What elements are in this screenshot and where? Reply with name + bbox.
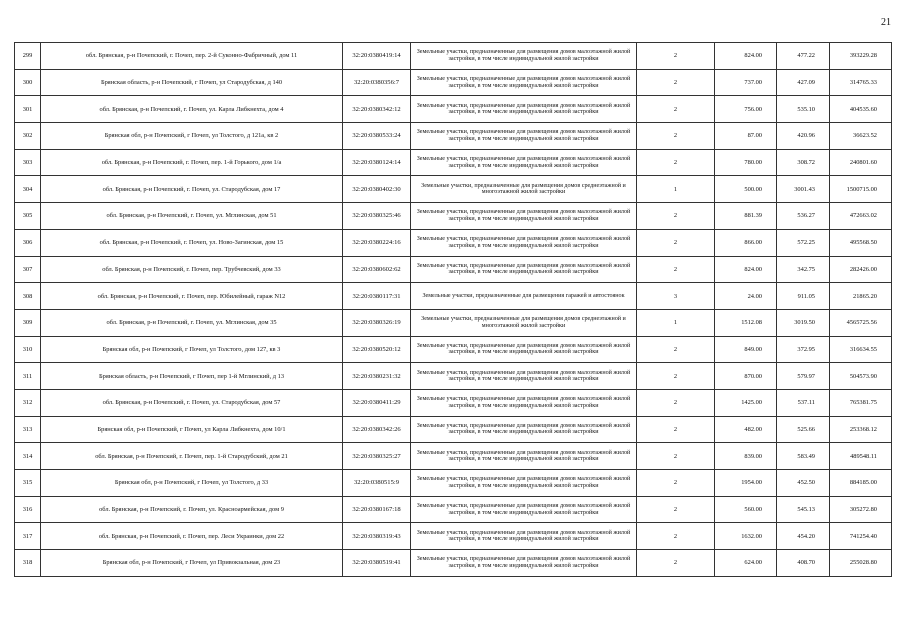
unit-value-cell: 525.66 bbox=[777, 416, 830, 443]
group-cell: 2 bbox=[637, 496, 715, 523]
group-cell: 2 bbox=[637, 203, 715, 230]
cadastral-number-cell: 32:20:0380325:46 bbox=[343, 203, 411, 230]
address-cell: Брянская область, р-н Почепский, г Почеп, пер 1-й Мглинский, д 13 bbox=[41, 363, 343, 390]
cadastral-value-cell: 741254.40 bbox=[830, 523, 892, 550]
area-cell: 866.00 bbox=[715, 229, 777, 256]
row-number: 305 bbox=[15, 203, 41, 230]
table-row bbox=[15, 363, 892, 390]
cadastral-value-cell: 21865.20 bbox=[830, 283, 892, 310]
unit-value-cell: 452.50 bbox=[777, 470, 830, 497]
land-use-cell: Земельные участки, предназначенные для размещения домов малоэтажной жилой застройки, в том числе индивидуальной жилой застройки bbox=[411, 416, 637, 443]
cadastral-value-cell: 472663.02 bbox=[830, 203, 892, 230]
cadastral-number-cell: 32:20:0380411:29 bbox=[343, 389, 411, 416]
cadastral-number-cell: 32:20:0380419:14 bbox=[343, 43, 411, 70]
land-use-cell: Земельные участки, предназначенные для размещения домов малоэтажной жилой застройки, в том числе индивидуальной жилой застройки bbox=[411, 496, 637, 523]
land-use-cell: Земельные участки, предназначенные для размещения домов малоэтажной жилой застройки, в том числе индивидуальной жилой застройки bbox=[411, 203, 637, 230]
area-cell: 881.39 bbox=[715, 203, 777, 230]
cadastral-number-cell: 32:20:0380520:12 bbox=[343, 336, 411, 363]
unit-value-cell: 535.10 bbox=[777, 96, 830, 123]
cadastral-value-cell: 36623.52 bbox=[830, 123, 892, 150]
row-number: 317 bbox=[15, 523, 41, 550]
group-cell: 2 bbox=[637, 523, 715, 550]
land-use-cell: Земельные участки, предназначенные для размещения домов малоэтажной жилой застройки, в том числе индивидуальной жилой застройки bbox=[411, 256, 637, 283]
land-use-cell: Земельные участки, предназначенные для размещения домов малоэтажной жилой застройки, в том числе индивидуальной жилой застройки bbox=[411, 470, 637, 497]
land-plots-table bbox=[14, 42, 892, 577]
unit-value-cell: 572.25 bbox=[777, 229, 830, 256]
table-row bbox=[15, 470, 892, 497]
cadastral-number-cell: 32:20:0380342:12 bbox=[343, 96, 411, 123]
unit-value-cell: 308.72 bbox=[777, 149, 830, 176]
area-cell: 824.00 bbox=[715, 43, 777, 70]
area-cell: 824.00 bbox=[715, 256, 777, 283]
land-use-cell: Земельные участки, предназначенные для размещения домов малоэтажной жилой застройки, в том числе индивидуальной жилой застройки bbox=[411, 550, 637, 577]
land-use-cell: Земельные участки, предназначенные для размещения домов малоэтажной жилой застройки, в том числе индивидуальной жилой застройки bbox=[411, 363, 637, 390]
table-row bbox=[15, 443, 892, 470]
area-cell: 870.00 bbox=[715, 363, 777, 390]
cadastral-number-cell: 32:20:0380124:14 bbox=[343, 149, 411, 176]
cadastral-number-cell: 32:20:0380224:16 bbox=[343, 229, 411, 256]
group-cell: 2 bbox=[637, 96, 715, 123]
unit-value-cell: 537.11 bbox=[777, 389, 830, 416]
cadastral-value-cell: 404535.60 bbox=[830, 96, 892, 123]
cadastral-number-cell: 32:20:0380356:7 bbox=[343, 69, 411, 96]
address-cell: обл. Брянская, р-н Почепский, г. Почеп, пер. 1-й Горького, дом 1/а bbox=[41, 149, 343, 176]
unit-value-cell: 342.75 bbox=[777, 256, 830, 283]
unit-value-cell: 3001.43 bbox=[777, 176, 830, 203]
address-cell: обл. Брянская, р-н Почепский, г. Почеп, ул. Ново-Загинская, дом 15 bbox=[41, 229, 343, 256]
cadastral-number-cell: 32:20:0380326:19 bbox=[343, 309, 411, 336]
page-number: 21 bbox=[881, 17, 891, 28]
table-row bbox=[15, 43, 892, 70]
cadastral-value-cell: 255028.80 bbox=[830, 550, 892, 577]
row-number: 312 bbox=[15, 389, 41, 416]
group-cell: 2 bbox=[637, 336, 715, 363]
area-cell: 560.00 bbox=[715, 496, 777, 523]
cadastral-value-cell: 4565725.56 bbox=[830, 309, 892, 336]
table-row bbox=[15, 336, 892, 363]
unit-value-cell: 545.13 bbox=[777, 496, 830, 523]
cadastral-number-cell: 32:20:0380402:30 bbox=[343, 176, 411, 203]
cadastral-number-cell: 32:20:0380602:62 bbox=[343, 256, 411, 283]
table-row bbox=[15, 496, 892, 523]
group-cell: 2 bbox=[637, 550, 715, 577]
cadastral-number-cell: 32:20:0380519:41 bbox=[343, 550, 411, 577]
cadastral-value-cell: 495568.50 bbox=[830, 229, 892, 256]
table-row bbox=[15, 523, 892, 550]
area-cell: 624.00 bbox=[715, 550, 777, 577]
area-cell: 1512.08 bbox=[715, 309, 777, 336]
table-body bbox=[15, 43, 892, 577]
row-number: 300 bbox=[15, 69, 41, 96]
table-row bbox=[15, 176, 892, 203]
group-cell: 2 bbox=[637, 69, 715, 96]
address-cell: Брянская обл, р-н Почепский, г Почеп, ул Толстого, дом 127, кв 3 bbox=[41, 336, 343, 363]
land-use-cell: Земельные участки, предназначенные для размещения домов среднеэтажной и многоэтажной жилой застройки bbox=[411, 176, 637, 203]
land-use-cell: Земельные участки, предназначенные для размещения домов малоэтажной жилой застройки, в том числе индивидуальной жилой застройки bbox=[411, 123, 637, 150]
unit-value-cell: 420.96 bbox=[777, 123, 830, 150]
group-cell: 2 bbox=[637, 443, 715, 470]
land-use-cell: Земельные участки, предназначенные для размещения домов малоэтажной жилой застройки, в том числе индивидуальной жилой застройки bbox=[411, 336, 637, 363]
row-number: 299 bbox=[15, 43, 41, 70]
land-use-cell: Земельные участки, предназначенные для размещения домов малоэтажной жилой застройки, в том числе индивидуальной жилой застройки bbox=[411, 443, 637, 470]
area-cell: 24.00 bbox=[715, 283, 777, 310]
cadastral-value-cell: 504573.90 bbox=[830, 363, 892, 390]
land-use-cell: Земельные участки, предназначенные для размещения домов малоэтажной жилой застройки, в том числе индивидуальной жилой застройки bbox=[411, 69, 637, 96]
group-cell: 2 bbox=[637, 123, 715, 150]
cadastral-number-cell: 32:20:0380319:43 bbox=[343, 523, 411, 550]
row-number: 304 bbox=[15, 176, 41, 203]
cadastral-value-cell: 253368.12 bbox=[830, 416, 892, 443]
area-cell: 1425.00 bbox=[715, 389, 777, 416]
area-cell: 1954.00 bbox=[715, 470, 777, 497]
cadastral-value-cell: 765381.75 bbox=[830, 389, 892, 416]
cadastral-value-cell: 489548.11 bbox=[830, 443, 892, 470]
table-row bbox=[15, 283, 892, 310]
address-cell: Брянская обл, р-н Почепский, г Почеп, ул Толстого, д 33 bbox=[41, 470, 343, 497]
unit-value-cell: 583.49 bbox=[777, 443, 830, 470]
land-use-cell: Земельные участки, предназначенные для размещения гаражей и автостоянок bbox=[411, 283, 637, 310]
row-number: 301 bbox=[15, 96, 41, 123]
group-cell: 2 bbox=[637, 389, 715, 416]
table-row bbox=[15, 309, 892, 336]
group-cell: 2 bbox=[637, 470, 715, 497]
group-cell: 1 bbox=[637, 176, 715, 203]
row-number: 306 bbox=[15, 229, 41, 256]
cadastral-value-cell: 316634.55 bbox=[830, 336, 892, 363]
group-cell: 2 bbox=[637, 256, 715, 283]
land-use-cell: Земельные участки, предназначенные для размещения домов малоэтажной жилой застройки, в том числе индивидуальной жилой застройки bbox=[411, 96, 637, 123]
address-cell: обл. Брянская, р-н Почепский, г. Почеп, ул. Стародубская, дом 57 bbox=[41, 389, 343, 416]
land-use-cell: Земельные участки, предназначенные для размещения домов малоэтажной жилой застройки, в том числе индивидуальной жилой застройки bbox=[411, 229, 637, 256]
cadastral-value-cell: 240801.60 bbox=[830, 149, 892, 176]
row-number: 310 bbox=[15, 336, 41, 363]
unit-value-cell: 427.09 bbox=[777, 69, 830, 96]
row-number: 311 bbox=[15, 363, 41, 390]
land-use-cell: Земельные участки, предназначенные для размещения домов среднеэтажной и многоэтажной жилой застройки bbox=[411, 309, 637, 336]
area-cell: 849.00 bbox=[715, 336, 777, 363]
cadastral-number-cell: 32:20:0380325:27 bbox=[343, 443, 411, 470]
land-use-cell: Земельные участки, предназначенные для размещения домов малоэтажной жилой застройки, в том числе индивидуальной жилой застройки bbox=[411, 43, 637, 70]
table-row bbox=[15, 123, 892, 150]
address-cell: обл. Брянская, р-н Почепский, г. Почеп, ул. Карла Либкнехта, дом 4 bbox=[41, 96, 343, 123]
address-cell: Брянская обл, р-н Почепский, г Почеп, ул Привокзальная, дом 23 bbox=[41, 550, 343, 577]
cadastral-number-cell: 32:20:0380342:26 bbox=[343, 416, 411, 443]
address-cell: обл. Брянская, р-н Почепский, г. Почеп, пер. Юбилейный, гараж N12 bbox=[41, 283, 343, 310]
row-number: 318 bbox=[15, 550, 41, 577]
address-cell: обл. Брянская, р-н Почепский, г. Почеп, ул. Красноармейская, дом 9 bbox=[41, 496, 343, 523]
address-cell: обл. Брянская, р-н Почепский, г. Почеп, ул. Мглинская, дом 51 bbox=[41, 203, 343, 230]
row-number: 303 bbox=[15, 149, 41, 176]
area-cell: 737.00 bbox=[715, 69, 777, 96]
cadastral-value-cell: 393229.28 bbox=[830, 43, 892, 70]
row-number: 309 bbox=[15, 309, 41, 336]
group-cell: 2 bbox=[637, 149, 715, 176]
cadastral-value-cell: 1500715.00 bbox=[830, 176, 892, 203]
address-cell: обл. Брянская, р-н Почепский, г. Почеп, пер. 2-й Суконно-Фабричный, дом 11 bbox=[41, 43, 343, 70]
cadastral-number-cell: 32:20:0380117:31 bbox=[343, 283, 411, 310]
table-row bbox=[15, 203, 892, 230]
unit-value-cell: 372.95 bbox=[777, 336, 830, 363]
address-cell: обл. Брянская, р-н Почепский, г. Почеп, ул. Стародубская, дом 17 bbox=[41, 176, 343, 203]
row-number: 316 bbox=[15, 496, 41, 523]
group-cell: 2 bbox=[637, 363, 715, 390]
land-use-cell: Земельные участки, предназначенные для размещения домов малоэтажной жилой застройки, в том числе индивидуальной жилой застройки bbox=[411, 523, 637, 550]
row-number: 307 bbox=[15, 256, 41, 283]
unit-value-cell: 408.70 bbox=[777, 550, 830, 577]
row-number: 314 bbox=[15, 443, 41, 470]
area-cell: 482.00 bbox=[715, 416, 777, 443]
cadastral-value-cell: 314765.33 bbox=[830, 69, 892, 96]
cadastral-value-cell: 305272.80 bbox=[830, 496, 892, 523]
group-cell: 2 bbox=[637, 43, 715, 70]
address-cell: обл. Брянская, р-н Почепский, г. Почеп, пер. 1-й Стародубский, дом 21 bbox=[41, 443, 343, 470]
table-row bbox=[15, 96, 892, 123]
table-row bbox=[15, 389, 892, 416]
group-cell: 1 bbox=[637, 309, 715, 336]
area-cell: 500.00 bbox=[715, 176, 777, 203]
group-cell: 3 bbox=[637, 283, 715, 310]
group-cell: 2 bbox=[637, 416, 715, 443]
cadastral-number-cell: 32:20:0380231:32 bbox=[343, 363, 411, 390]
row-number: 315 bbox=[15, 470, 41, 497]
cadastral-number-cell: 32:20:0380167:18 bbox=[343, 496, 411, 523]
address-cell: обл. Брянская, р-н Почепский, г. Почеп, ул. Мглинская, дом 35 bbox=[41, 309, 343, 336]
unit-value-cell: 911.05 bbox=[777, 283, 830, 310]
address-cell: Брянская обл, р-н Почепский, г Почеп, ул Карла Либкнехта, дом 10/1 bbox=[41, 416, 343, 443]
table-row bbox=[15, 256, 892, 283]
table-row bbox=[15, 69, 892, 96]
cadastral-number-cell: 32:20:0380515:9 bbox=[343, 470, 411, 497]
area-cell: 87.00 bbox=[715, 123, 777, 150]
table-row bbox=[15, 229, 892, 256]
land-use-cell: Земельные участки, предназначенные для размещения домов малоэтажной жилой застройки, в том числе индивидуальной жилой застройки bbox=[411, 389, 637, 416]
cadastral-number-cell: 32:20:0380533:24 bbox=[343, 123, 411, 150]
row-number: 313 bbox=[15, 416, 41, 443]
address-cell: Брянская обл, р-н Почепский, г Почеп, ул Толстого, д 121а, кв 2 bbox=[41, 123, 343, 150]
row-number: 308 bbox=[15, 283, 41, 310]
table-row bbox=[15, 416, 892, 443]
address-cell: Брянская область, р-н Почепский, г Почеп, ул Стародубская, д 140 bbox=[41, 69, 343, 96]
cadastral-value-cell: 884185.00 bbox=[830, 470, 892, 497]
cadastral-value-cell: 282426.00 bbox=[830, 256, 892, 283]
unit-value-cell: 454.20 bbox=[777, 523, 830, 550]
group-cell: 2 bbox=[637, 229, 715, 256]
address-cell: обл. Брянская, р-н Почепский, г. Почеп, пер. Леси Украинки, дом 22 bbox=[41, 523, 343, 550]
unit-value-cell: 477.22 bbox=[777, 43, 830, 70]
unit-value-cell: 536.27 bbox=[777, 203, 830, 230]
area-cell: 756.00 bbox=[715, 96, 777, 123]
table-row bbox=[15, 550, 892, 577]
row-number: 302 bbox=[15, 123, 41, 150]
unit-value-cell: 3019.50 bbox=[777, 309, 830, 336]
area-cell: 780.00 bbox=[715, 149, 777, 176]
area-cell: 1632.00 bbox=[715, 523, 777, 550]
address-cell: обл. Брянская, р-н Почепский, г. Почеп, пер. Трубчевский, дом 33 bbox=[41, 256, 343, 283]
land-use-cell: Земельные участки, предназначенные для размещения домов малоэтажной жилой застройки, в том числе индивидуальной жилой застройки bbox=[411, 149, 637, 176]
table-row bbox=[15, 149, 892, 176]
area-cell: 839.00 bbox=[715, 443, 777, 470]
unit-value-cell: 579.97 bbox=[777, 363, 830, 390]
